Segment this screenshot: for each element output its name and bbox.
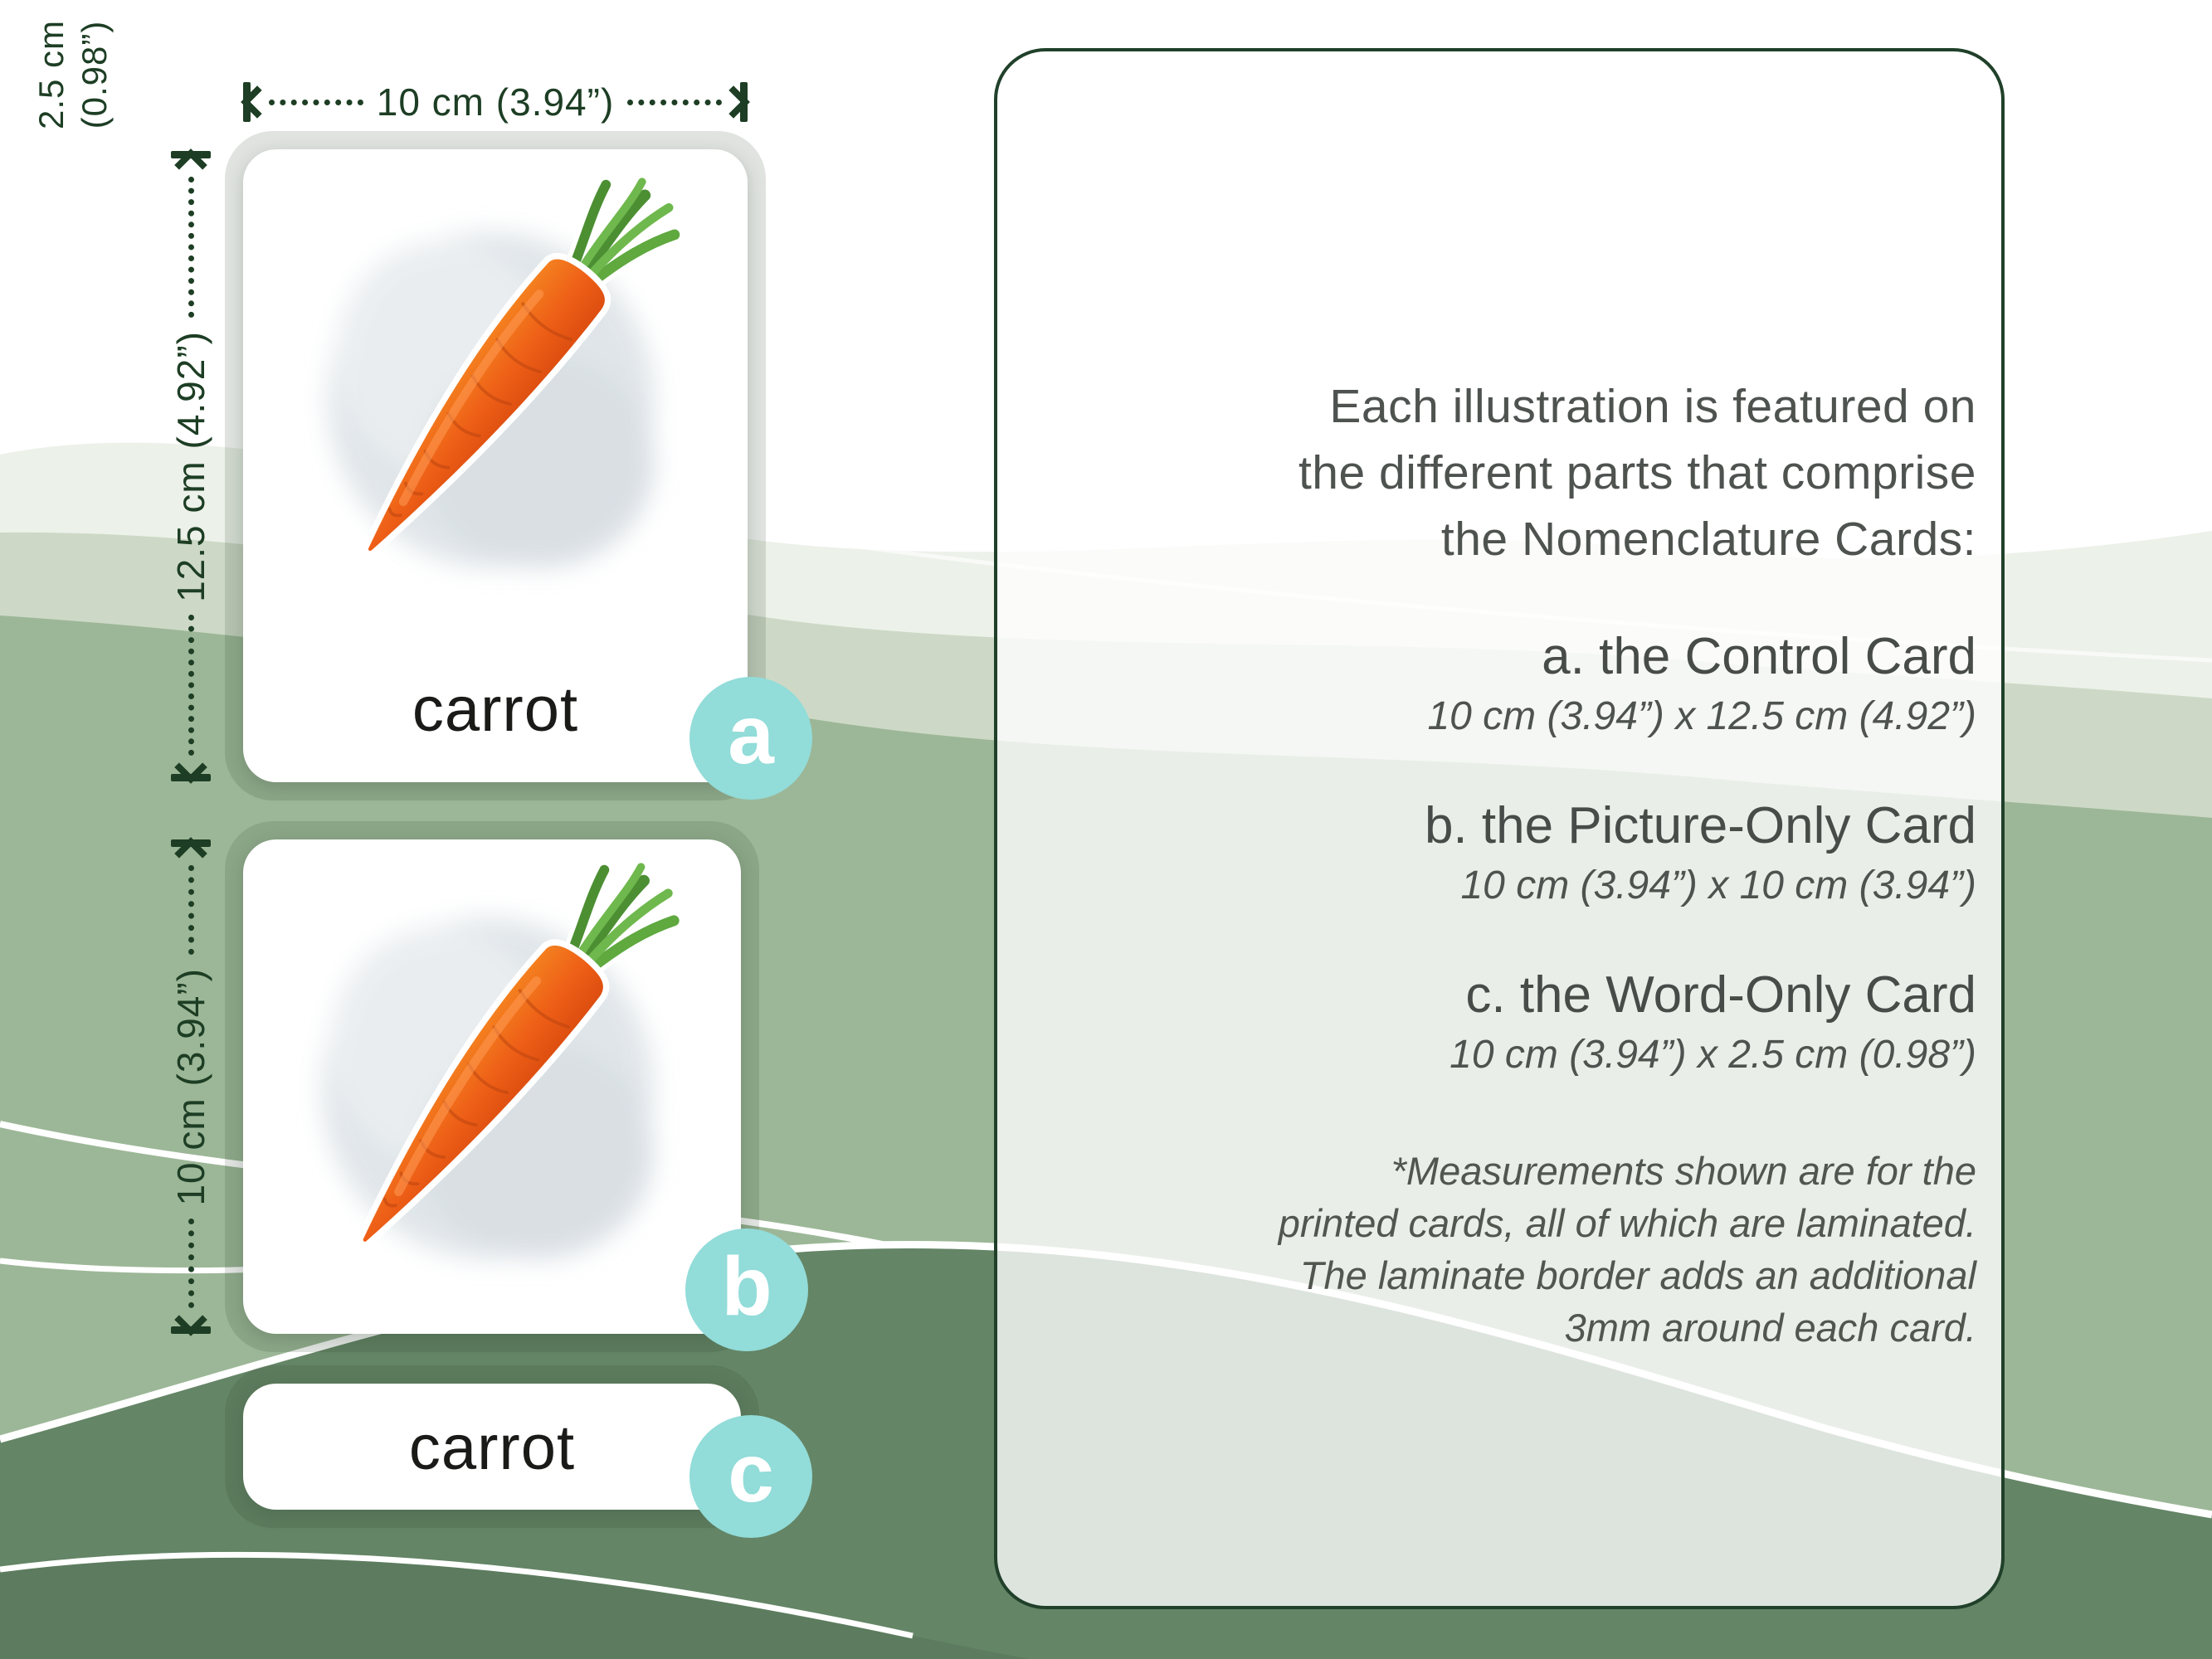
badge-a: a (689, 677, 812, 800)
dimension-label-line2: (0.98”) (74, 20, 114, 129)
dimension-card-a-height (171, 151, 211, 781)
dimension-dotted-line (269, 100, 363, 105)
dimension-card-b-height (171, 839, 211, 1334)
badge-b: b (685, 1228, 808, 1351)
dimension-dotted-line (188, 1219, 194, 1308)
footnote-line: The laminate border adds an additional (1299, 1253, 1976, 1297)
dimension-label (30, 20, 116, 129)
dimension-dotted-line (188, 865, 194, 955)
dimension-dotted-line (188, 615, 194, 756)
intro-line: the different parts that comprise (1298, 446, 1976, 499)
section-title: b. the Picture-Only Card (1424, 797, 1976, 854)
footnote-line: *Measurements shown are for the (1391, 1149, 1976, 1193)
info-panel (994, 48, 2005, 1609)
intro-line: the Nomenclature Cards: (1440, 513, 1976, 566)
section-word-only-card (1035, 966, 1976, 1080)
badge-c: c (689, 1415, 812, 1538)
footnote-line: 3mm around each card. (1564, 1306, 1976, 1350)
picture-only-card (243, 839, 741, 1334)
laminate-footnote (1035, 1145, 1976, 1354)
section-dimensions: 10 cm (3.94”) x 12.5 cm (4.92”) (1427, 694, 1976, 738)
section-picture-only-card (1035, 796, 1976, 911)
dimension-dotted-line (627, 100, 722, 105)
dimension-label: 10 cm (3.94”) (376, 80, 615, 124)
dimension-dotted-line (188, 177, 194, 318)
section-title: a. the Control Card (1542, 628, 1976, 685)
carrot-illustration (275, 168, 716, 632)
intro-line: Each illustration is featured on (1329, 380, 1976, 433)
card-word-label: carrot (412, 674, 579, 745)
info-panel-text (1035, 373, 1976, 1354)
dimension-label: 10 cm (3.94”) (169, 967, 212, 1206)
dimension-card-width (243, 82, 748, 122)
dimension-label-line1: 2.5 cm (31, 19, 71, 130)
section-dimensions: 10 cm (3.94”) x 10 cm (3.94”) (1460, 864, 1976, 907)
intro-text (1035, 373, 1976, 572)
section-control-card (1035, 627, 1976, 742)
control-card (243, 149, 748, 782)
dimension-label: 12.5 cm (4.92”) (169, 330, 212, 602)
footnote-line: printed cards, all of which are laminated. (1278, 1201, 1976, 1245)
section-title: c. the Word-Only Card (1465, 966, 1976, 1024)
word-only-card (243, 1384, 741, 1510)
card-word-label: carrot (408, 1413, 576, 1483)
carrot-illustration (268, 861, 716, 1316)
section-dimensions: 10 cm (3.94”) x 2.5 cm (0.98”) (1449, 1033, 1976, 1077)
